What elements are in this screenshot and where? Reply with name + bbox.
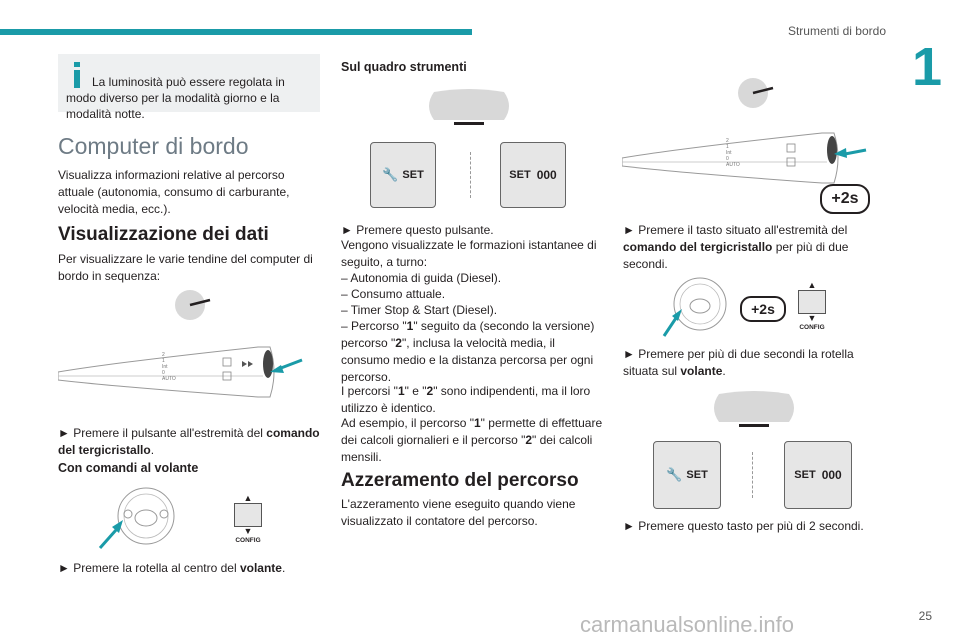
stalk-position-mark: 0	[162, 370, 165, 376]
divider	[470, 152, 471, 198]
config-button-icon: ▲ ▼ CONFIG	[235, 493, 261, 544]
set-000-button	[784, 441, 852, 509]
text-bold: 2	[525, 433, 533, 447]
paragraph-independent	[341, 383, 603, 417]
text-run: " dei calcoli mensili.	[341, 433, 593, 464]
step-hold-wheel	[623, 346, 885, 380]
list-item: – Autonomia di guida (Diesel).	[341, 271, 502, 285]
set-label: SET	[509, 169, 531, 181]
stalk-position-mark: 2	[726, 138, 729, 144]
heading-trip-reset: Azzeramento del percorso	[341, 470, 579, 491]
hold-2s-badge: +2s	[740, 296, 786, 322]
text-run: " e "	[404, 384, 427, 398]
text-run: Ad esempio, il percorso "	[341, 416, 474, 430]
text-bold: 1	[397, 384, 405, 398]
instrument-cluster-icon	[172, 289, 216, 323]
stalk-position-mark: Int	[162, 364, 168, 370]
text-run: I percorsi "	[341, 384, 398, 398]
heading-instrument-cluster: Sul quadro strumenti	[341, 60, 467, 74]
text-run: " sono indipendenti, ma il loro utilizzo è identico.	[341, 384, 591, 415]
set-000-button	[500, 142, 566, 208]
steering-wheel-illustration	[660, 276, 736, 338]
page-number: 25	[918, 609, 932, 623]
set-button	[370, 142, 436, 208]
step-text: ► Premere il tasto situato all'estremità del	[623, 223, 848, 237]
step-text-end: per più di due secondi.	[623, 240, 849, 271]
text-run: " permette di effettuare dei calcoli giornalieri e il percorso "	[341, 416, 603, 447]
heading-data-display: Visualizzazione dei dati	[58, 224, 269, 245]
step-text-end: .	[150, 443, 155, 457]
chapter-number: 1	[911, 37, 942, 97]
set-label: SET	[794, 469, 816, 481]
stalk-position-mark: 1	[726, 144, 729, 150]
step-press-button: ► Premere questo pulsante.	[341, 223, 494, 237]
list-item	[341, 318, 603, 386]
steering-wheel-illustration	[96, 486, 186, 552]
page-title: Computer di bordo	[58, 133, 249, 159]
wiper-stalk-illustration	[58, 342, 308, 402]
instrument-cluster-icon	[424, 86, 516, 130]
step-hold-set: ► Premere questo tasto per più di 2 secondi.	[623, 519, 864, 533]
set-label: SET	[686, 469, 708, 481]
step-text: ► Premere la rotella al centro del	[58, 561, 240, 575]
step-hold-wiper	[623, 222, 885, 273]
list-item: – Timer Stop & Start (Diesel).	[341, 303, 498, 317]
instrument-cluster-icon	[735, 75, 779, 109]
data-display-paragraph: Per visualizzare le varie tendine del computer di bordo in sequenza:	[58, 252, 313, 283]
set-value: 000	[536, 168, 557, 182]
header-accent-bar	[0, 29, 472, 35]
heading-steering-controls: Con comandi al volante	[58, 461, 199, 475]
step-text-end: .	[722, 364, 726, 378]
stalk-position-mark: AUTO	[162, 376, 176, 382]
stalk-position-mark: 0	[726, 156, 729, 162]
hold-2s-badge: +2s	[820, 184, 870, 214]
list-item: – Consumo attuale.	[341, 287, 446, 301]
paragraph-example	[341, 415, 603, 466]
wiper-stalk-illustration	[622, 128, 872, 188]
wrench-icon: 🔧	[666, 467, 683, 482]
set-button	[653, 441, 721, 509]
stalk-position-mark: AUTO	[726, 162, 740, 168]
set-value: 000	[821, 468, 842, 482]
note-text: La luminosità può essere regolata in modo diverso per la modalità giorno e la modalità notte.	[66, 75, 285, 121]
step-press-wiper-end	[58, 425, 320, 459]
step-text: ► Premere il pulsante all'estremità del	[58, 426, 267, 440]
step-press-wheel	[58, 560, 320, 577]
config-label: CONFIG	[235, 537, 261, 544]
step-bold-text: volante	[239, 561, 282, 575]
text-run: ", inclusa la velocità media, il consumo medio e la distanza percorsa per ogni percorso.	[341, 336, 594, 384]
trip-reset-paragraph: L'azzeramento viene eseguito quando viene visualizzato il contatore del percorso.	[341, 497, 576, 528]
config-label: CONFIG	[799, 324, 825, 331]
intro-paragraph: Visualizza informazioni relative al percorso attuale (autonomia, consumo di carburante, velocità media, ecc.).	[58, 168, 290, 216]
list-intro: Vengono visualizzate le formazioni istantanee di seguito, a turno:	[341, 238, 597, 269]
info-note	[58, 54, 320, 121]
text-run: " seguito da (secondo la versione) percorso "	[341, 319, 595, 350]
stalk-position-mark: 2	[162, 352, 165, 358]
text-bold: 1	[473, 416, 481, 430]
stalk-position-mark: Int	[726, 150, 732, 156]
step-bold-text: volante	[680, 364, 723, 378]
text-bold: 2	[426, 384, 434, 398]
text-run: – Percorso "	[341, 319, 407, 333]
text-bold: 1	[406, 319, 414, 333]
section-title: Strumenti di bordo	[787, 24, 886, 38]
instrument-cluster-icon	[709, 388, 801, 432]
stalk-position-mark: 1	[162, 358, 165, 364]
config-button-icon: ▲ ▼ CONFIG	[799, 280, 825, 331]
divider	[752, 452, 753, 498]
set-label: SET	[402, 169, 424, 181]
text-bold: 2	[395, 336, 402, 350]
wrench-icon: 🔧	[382, 167, 399, 182]
step-bold-text: comando del tergicristallo	[58, 426, 320, 457]
step-bold-text: comando del tergicristallo	[623, 240, 773, 254]
step-text: ► Premere per più di due secondi la rotella situata sul	[623, 347, 854, 378]
watermark: carmanualsonline.info	[580, 612, 795, 637]
step-text-end: .	[281, 561, 286, 575]
